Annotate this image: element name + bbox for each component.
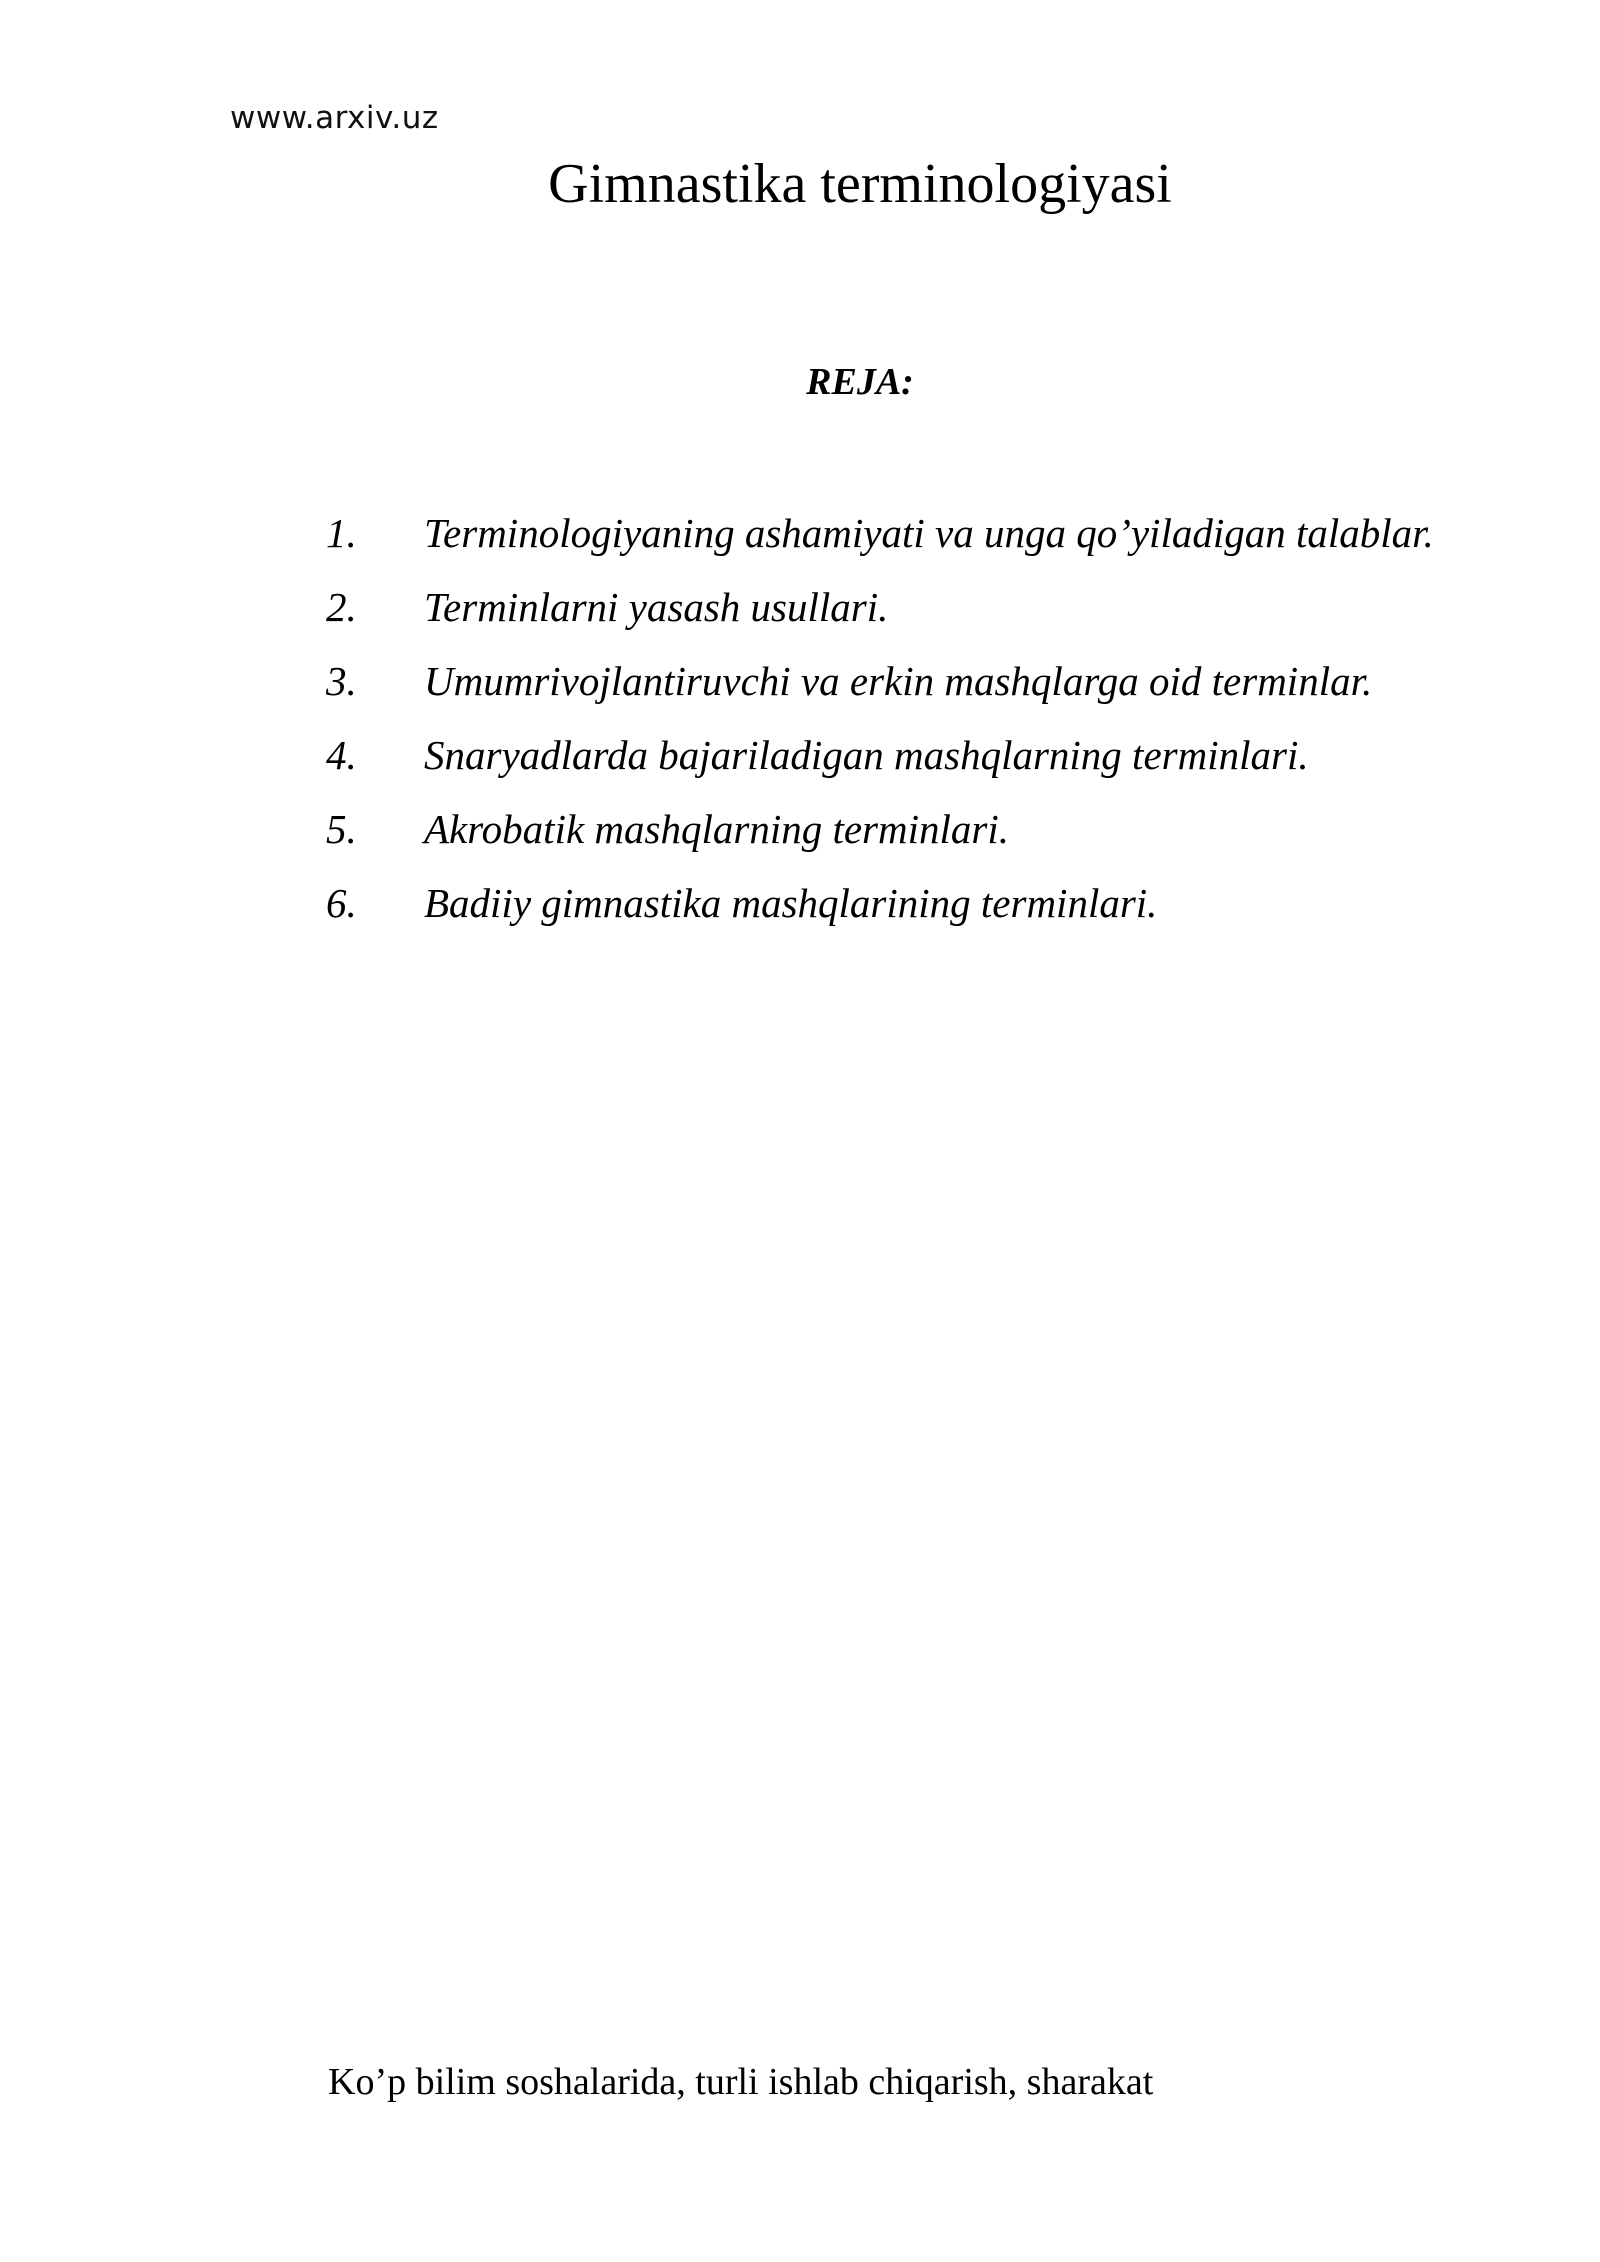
plan-item-number: 4. [326,732,357,778]
plan-item-text: Terminlarni yasash usullari. [424,584,889,630]
plan-item-text: Badiiy gimnastika mashqlarining terminlari. [424,880,1158,926]
plan-item-text: Akrobatik mashqlarning terminlari. [424,806,1009,852]
plan-item-number: 6. [326,880,357,926]
document-title: Gimnastika terminologiyasi [548,153,1172,215]
plan-list [326,496,1476,940]
plan-item-text: Umumrivojlantiruvchi va erkin mashqlarga oid terminlar. [424,658,1373,704]
plan-item-number: 1. [326,510,357,556]
plan-item [326,496,1476,570]
plan-item [326,718,1476,792]
plan-item-text: Terminologiyaning ashamiyati va unga qo’yiladigan talablar. [424,510,1434,556]
plan-item [326,570,1476,644]
plan-item [326,792,1476,866]
plan-item [326,866,1476,940]
plan-item-number: 5. [326,806,357,852]
plan-item-number: 2. [326,584,357,630]
plan-item [326,644,1476,718]
body-paragraph: Ko’p bilim soshalarida, turli ishlab chiqarish, sharakat [328,2061,1154,2103]
plan-item-number: 3. [326,658,357,704]
plan-item-text: Snaryadlarda bajariladigan mashqlarning terminlari. [424,732,1309,778]
site-watermark: www.arxiv.uz [230,100,439,136]
plan-heading: REJA: [806,361,914,403]
